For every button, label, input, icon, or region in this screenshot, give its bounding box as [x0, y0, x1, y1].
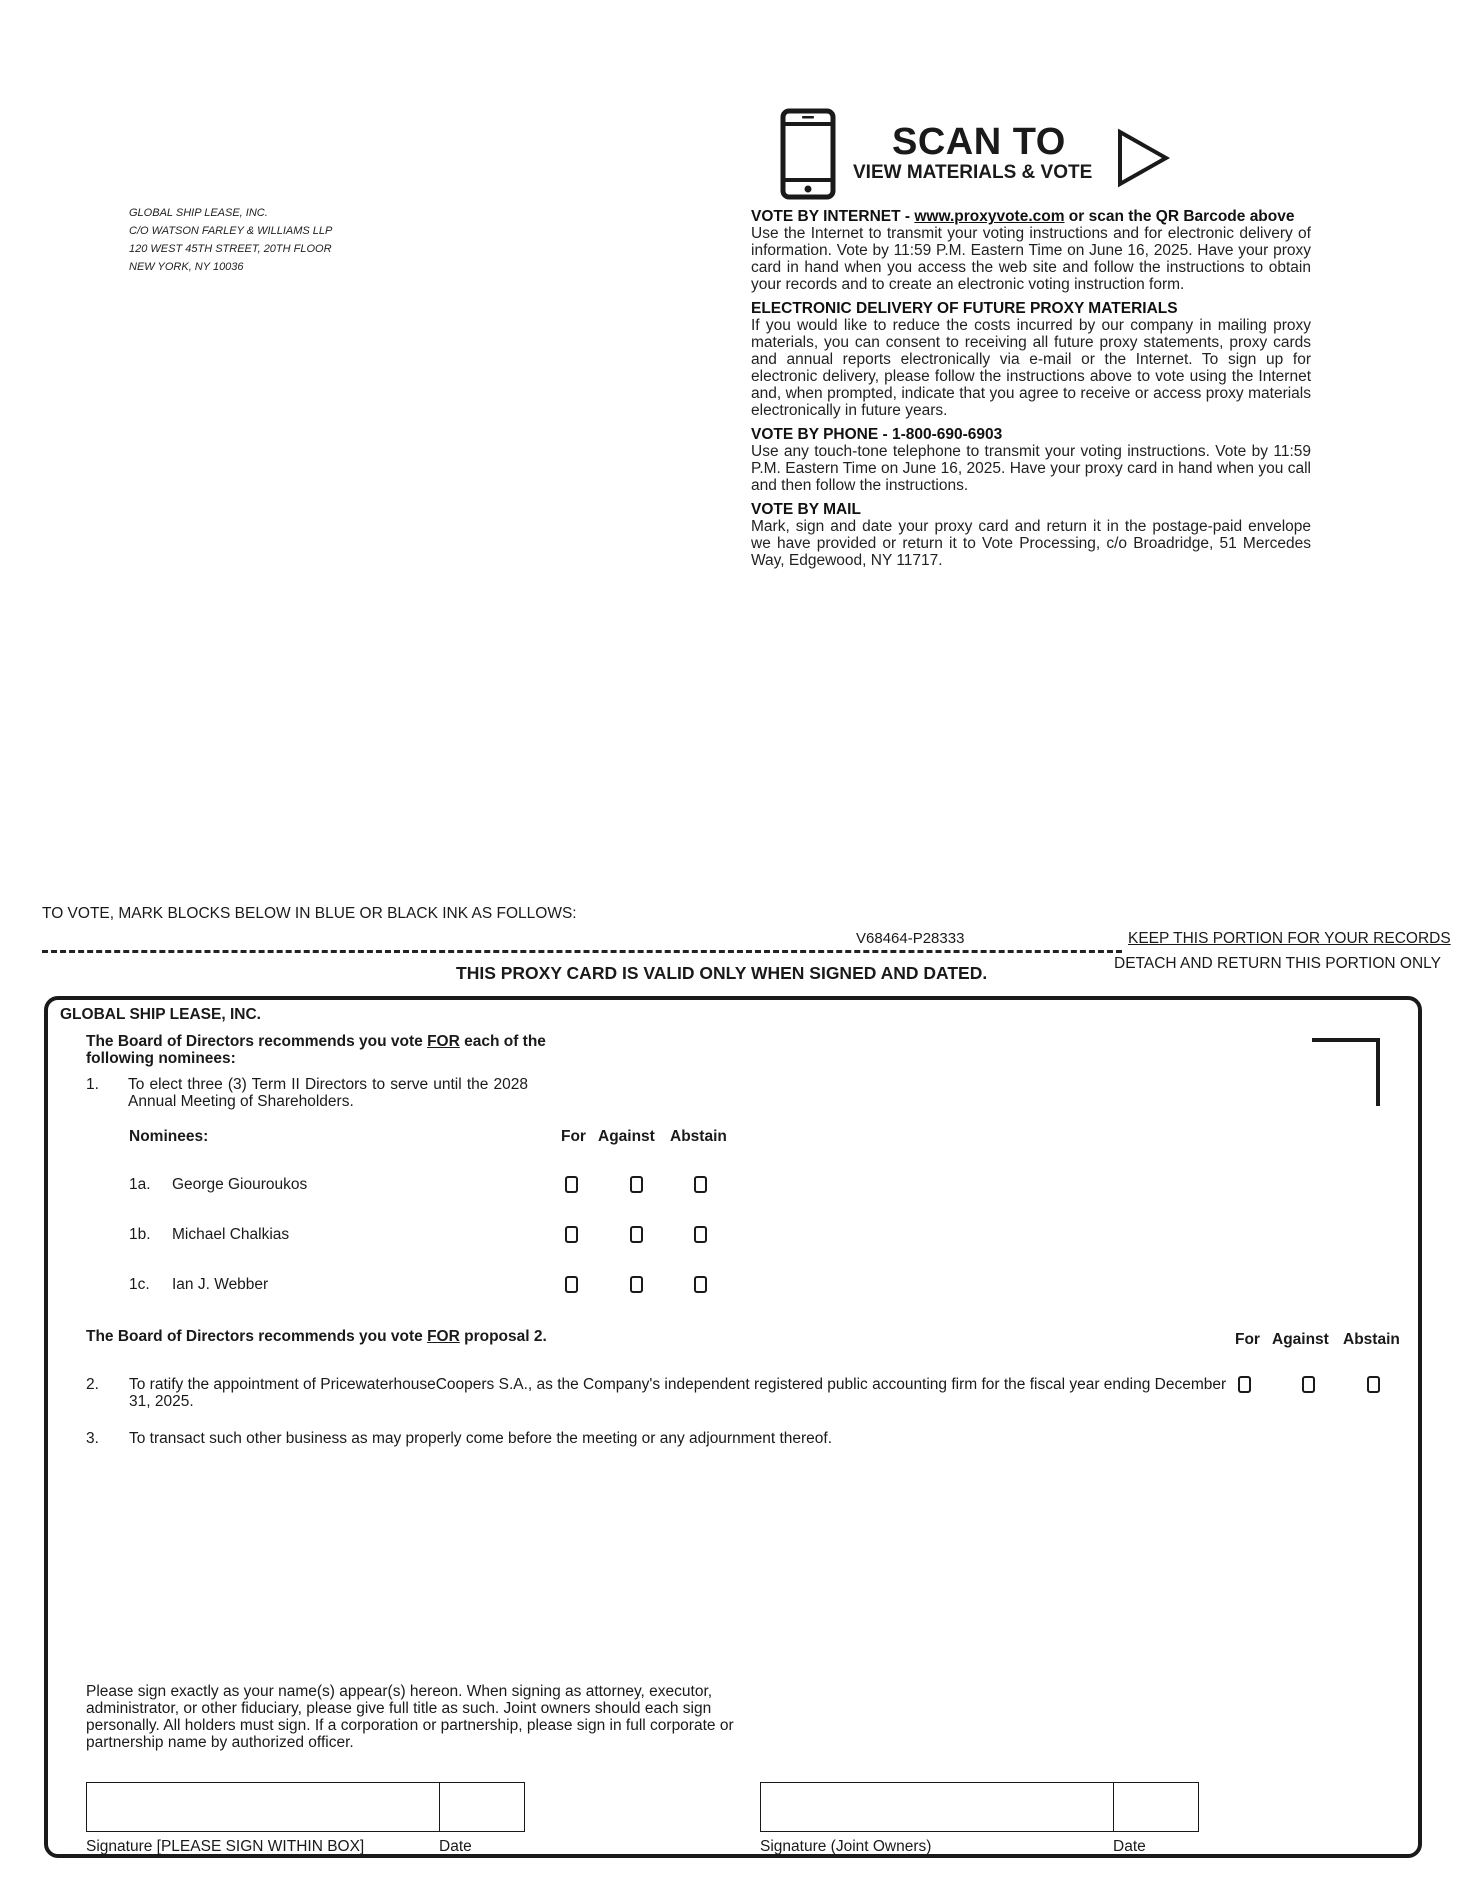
- address-line: C/O WATSON FARLEY & WILLIAMS LLP: [129, 225, 333, 237]
- proposal-text: To ratify the appointment of PricewaterhouseCoopers S.A., as the Company's independent registered public accounting firm for the fiscal year ending December 31, 2025.: [129, 1376, 1227, 1410]
- proposal-number: 3.: [86, 1430, 99, 1447]
- checkbox-2-against[interactable]: [1302, 1376, 1315, 1393]
- joint-date-label: Date: [1113, 1838, 1146, 1855]
- signing-instructions: Please sign exactly as your name(s) appear(s) hereon. When signing as attorney, executor, administrator, or other fiduciary, please give full title as such. Joint owners should each sign personally. All holders must sign. If a corporation or partnership, please sign in full corporate or partnership name by authorized officer.: [86, 1683, 734, 1751]
- checkbox-2-abstain[interactable]: [1367, 1376, 1380, 1393]
- validity-notice: THIS PROXY CARD IS VALID ONLY WHEN SIGNED AND DATED.: [456, 963, 988, 983]
- checkbox-2-for[interactable]: [1238, 1376, 1251, 1393]
- board-recommendation-2: The Board of Directors recommends you vote FOR proposal 2.: [86, 1328, 547, 1345]
- proposal-text: To transact such other business as may properly come before the meeting or any adjournment thereof.: [129, 1430, 833, 1447]
- nominee-name: Michael Chalkias: [172, 1226, 290, 1243]
- checkbox-1c-abstain[interactable]: [694, 1276, 707, 1293]
- signature-label: Signature [PLEASE SIGN WITHIN BOX]: [86, 1838, 365, 1855]
- proposal-text: To elect three (3) Term II Directors to serve until the 2028 Annual Meeting of Shareholders.: [128, 1076, 528, 1110]
- address-line: GLOBAL SHIP LEASE, INC.: [129, 207, 268, 219]
- checkbox-1a-against[interactable]: [630, 1176, 643, 1193]
- proxyvote-link[interactable]: www.proxyvote.com: [914, 208, 1065, 225]
- detach-portion-label: DETACH AND RETURN THIS PORTION ONLY: [1114, 955, 1441, 972]
- checkbox-1c-against[interactable]: [630, 1276, 643, 1293]
- keep-portion-label: KEEP THIS PORTION FOR YOUR RECORDS: [1128, 930, 1451, 947]
- return-address: [129, 204, 332, 276]
- nominee-id: 1c.: [129, 1276, 150, 1293]
- vote-by-internet-heading: VOTE BY INTERNET - www.proxyvote.com or scan the QR Barcode above: [751, 208, 1295, 225]
- company-name: GLOBAL SHIP LEASE, INC.: [60, 1006, 261, 1023]
- signature-box[interactable]: [86, 1782, 440, 1832]
- col-abstain-header-2: Abstain: [1343, 1331, 1400, 1348]
- vote-by-mail-text: Mark, sign and date your proxy card and return it in the postage-paid envelope we have provided or return it to Vote Processing, c/o Broadridge, 51 Mercedes Way, Edgewood, NY 11717.: [751, 518, 1311, 569]
- col-against-header: Against: [598, 1128, 655, 1145]
- nominee-name: Ian J. Webber: [172, 1276, 269, 1293]
- to-vote-instruction: TO VOTE, MARK BLOCKS BELOW IN BLUE OR BLACK INK AS FOLLOWS:: [42, 905, 577, 922]
- vote-by-phone-heading: VOTE BY PHONE - 1-800-690-6903: [751, 426, 1003, 443]
- vote-by-mail-heading: VOTE BY MAIL: [751, 501, 861, 518]
- date-box[interactable]: [439, 1782, 525, 1832]
- electronic-delivery-heading: ELECTRONIC DELIVERY OF FUTURE PROXY MATERIALS: [751, 300, 1178, 317]
- checkbox-1c-for[interactable]: [565, 1276, 578, 1293]
- corner-mark: [1312, 1038, 1380, 1106]
- nominee-id: 1b.: [129, 1226, 151, 1243]
- play-arrow-icon: [1116, 128, 1172, 188]
- vote-by-internet-text: Use the Internet to transmit your voting instructions and for electronic delivery of information. Vote by 11:59 P.M. Eastern Time on June 16, 2025. Have your proxy card in hand when you access the web site and follow the instructions to obtain your records and to create an electronic voting instruction form.: [751, 225, 1311, 293]
- nominee-id: 1a.: [129, 1176, 151, 1193]
- proposal-number: 1.: [86, 1076, 99, 1093]
- smartphone-icon: [780, 108, 836, 200]
- joint-date-box[interactable]: [1113, 1782, 1199, 1832]
- voting-instructions: [751, 208, 1311, 576]
- vote-by-phone-text: Use any touch-tone telephone to transmit your voting instructions. Vote by 11:59 P.M. Eastern Time on June 16, 2025. Have your proxy card in hand when you call and then follow the instructions.: [751, 443, 1311, 494]
- joint-signature-box[interactable]: [760, 1782, 1114, 1832]
- nominees-label: Nominees:: [129, 1128, 209, 1145]
- checkbox-1b-for[interactable]: [565, 1226, 578, 1243]
- col-against-header-2: Against: [1272, 1331, 1329, 1348]
- control-code: V68464-P28333: [856, 930, 965, 947]
- checkbox-1a-abstain[interactable]: [694, 1176, 707, 1193]
- checkbox-1a-for[interactable]: [565, 1176, 578, 1193]
- scan-to-heading: SCAN TO: [892, 121, 1066, 163]
- board-recommendation-1: The Board of Directors recommends you vote FOR each of the following nominees:: [86, 1033, 546, 1067]
- address-line: 120 WEST 45TH STREET, 20TH FLOOR: [129, 243, 332, 255]
- tear-line: [42, 950, 1122, 953]
- col-for-header: For: [561, 1128, 586, 1145]
- col-abstain-header: Abstain: [670, 1128, 727, 1145]
- joint-signature-label: Signature (Joint Owners): [760, 1838, 932, 1855]
- nominee-name: George Giouroukos: [172, 1176, 308, 1193]
- checkbox-1b-abstain[interactable]: [694, 1226, 707, 1243]
- view-materials-heading: VIEW MATERIALS & VOTE: [853, 162, 1093, 183]
- col-for-header-2: For: [1235, 1331, 1260, 1348]
- address-line: NEW YORK, NY 10036: [129, 261, 244, 273]
- proposal-number: 2.: [86, 1376, 99, 1393]
- date-label: Date: [439, 1838, 472, 1855]
- checkbox-1b-against[interactable]: [630, 1226, 643, 1243]
- electronic-delivery-text: If you would like to reduce the costs incurred by our company in mailing proxy materials, you can consent to receiving all future proxy statements, proxy cards and annual reports electronically via e-mail or the Internet. To sign up for electronic delivery, please follow the instructions above to vote using the Internet and, when prompted, indicate that you agree to receive or access proxy materials electronically in future years.: [751, 317, 1311, 419]
